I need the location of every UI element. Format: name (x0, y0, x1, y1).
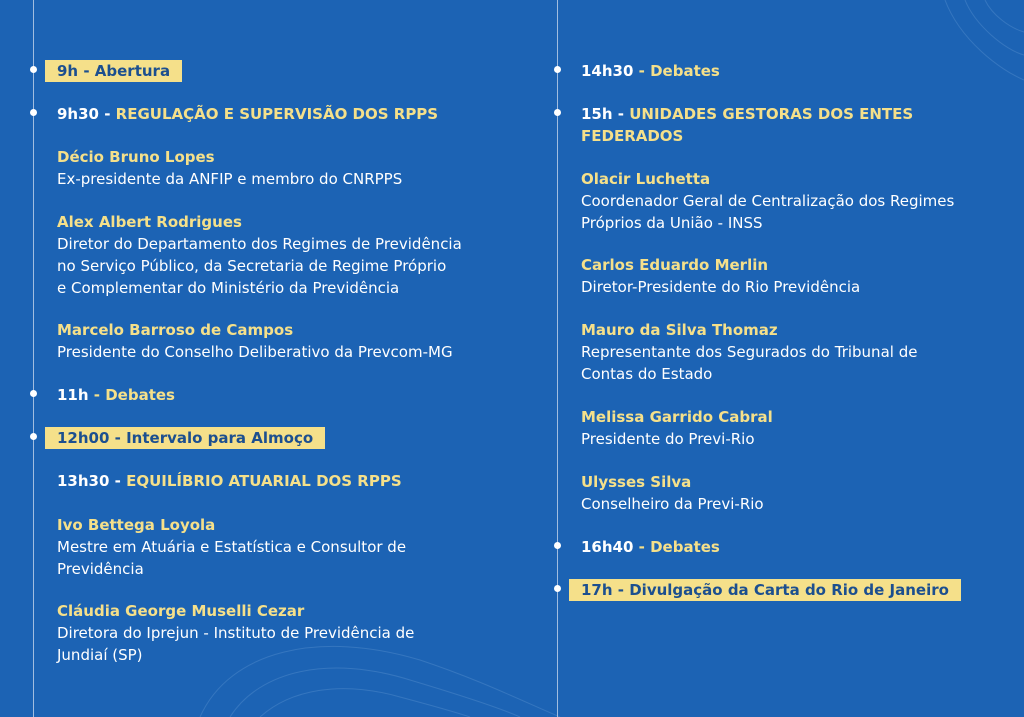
timeline-dot (30, 390, 37, 397)
speaker-name: Melissa Garrido Cabral (581, 408, 773, 426)
speaker-entry (581, 168, 1024, 234)
speaker-role: Presidente do Conselho Deliberativo da Prevcom-MG (57, 343, 453, 361)
session-time: 9h30 (57, 105, 99, 123)
speaker-role: Mestre em Atuária e Estatística e Consultor de Previdência (57, 538, 407, 578)
speaker-role: Diretor do Departamento dos Regimes de Previdência no Serviço Público, da Secretaria de Regime Próprio e Complementar do Ministério da Previdência (57, 235, 462, 297)
timeslot-debates-2: 14h30 - Debates (581, 62, 720, 80)
speaker-entry (581, 471, 1024, 515)
timeslot-lunch (57, 427, 527, 449)
speaker-name: Mauro da Silva Thomaz (581, 321, 778, 339)
timeslot-debates-3: 16h40 - Debates (581, 538, 720, 556)
speaker-role: Ex-presidente da ANFIP e membro do CNRPPS (57, 170, 403, 188)
timeline-dot (30, 66, 37, 73)
session-time: 15h (581, 105, 613, 123)
timeline-dot (554, 585, 561, 592)
speaker-name: Cláudia George Muselli Cezar (57, 602, 305, 620)
speaker-role: Diretor-Presidente do Rio Previdência (581, 278, 861, 296)
timeslot-session-1: 9h30 - REGULAÇÃO E SUPERVISÃO DOS RPPS (57, 105, 439, 123)
speaker-role: Diretora do Iprejun - Instituto de Previdência de Jundiaí (SP) (57, 624, 415, 664)
speaker-role: Presidente do Previ-Rio (581, 430, 755, 448)
highlight-badge: 12h00 - Intervalo para Almoço (45, 427, 325, 449)
timeline-dot (554, 542, 561, 549)
session-title: UNIDADES GESTORAS DOS ENTES (629, 105, 914, 123)
timeline-dot (554, 109, 561, 116)
session-time: 13h30 (57, 472, 110, 490)
timeline-dot (554, 66, 561, 73)
timeslot-debates-1: 11h - Debates (57, 386, 175, 404)
speaker-name: Carlos Eduardo Merlin (581, 256, 769, 274)
speaker-entry (57, 146, 527, 190)
speaker-entry (57, 600, 527, 666)
timeline-dot (30, 433, 37, 440)
speaker-entry (581, 406, 1024, 450)
timeline-line-left (33, 0, 34, 717)
speaker-name: Décio Bruno Lopes (57, 148, 215, 166)
highlight-badge: 17h - Divulgação da Carta do Rio de Janeiro (569, 579, 961, 601)
speaker-entry (57, 319, 527, 363)
speaker-name: Olacir Luchetta (581, 170, 711, 188)
timeslot-opening (57, 60, 527, 82)
session-title: EQUILÍBRIO ATUARIAL DOS RPPS (126, 472, 402, 490)
session-title: REGULAÇÃO E SUPERVISÃO DOS RPPS (115, 105, 439, 123)
speaker-role: Representante dos Segurados do Tribunal de Contas do Estado (581, 343, 918, 383)
speaker-role: Conselheiro da Previ-Rio (581, 495, 764, 513)
timeslot-session-3: 15h - UNIDADES GESTORAS DOS ENTES FEDERADOS (581, 103, 1024, 147)
highlight-badge: 9h - Abertura (45, 60, 182, 82)
speaker-role: Coordenador Geral de Centralização dos Regimes Próprios da União - INSS (581, 192, 955, 232)
timeline-line-right (557, 0, 558, 717)
speaker-name: Marcelo Barroso de Campos (57, 321, 294, 339)
timeslot-closing (581, 579, 1024, 601)
speaker-entry (57, 514, 527, 580)
speaker-name: Ivo Bettega Loyola (57, 516, 216, 534)
speaker-entry (581, 254, 1024, 298)
timeline-dot (30, 109, 37, 116)
speaker-name: Alex Albert Rodrigues (57, 213, 242, 231)
speaker-entry (57, 211, 527, 299)
timeslot-session-2: 13h30 - EQUILÍBRIO ATUARIAL DOS RPPS (57, 472, 402, 490)
speaker-entry (581, 319, 1024, 385)
speaker-name: Ulysses Silva (581, 473, 692, 491)
session-title-line2: FEDERADOS (581, 127, 684, 145)
